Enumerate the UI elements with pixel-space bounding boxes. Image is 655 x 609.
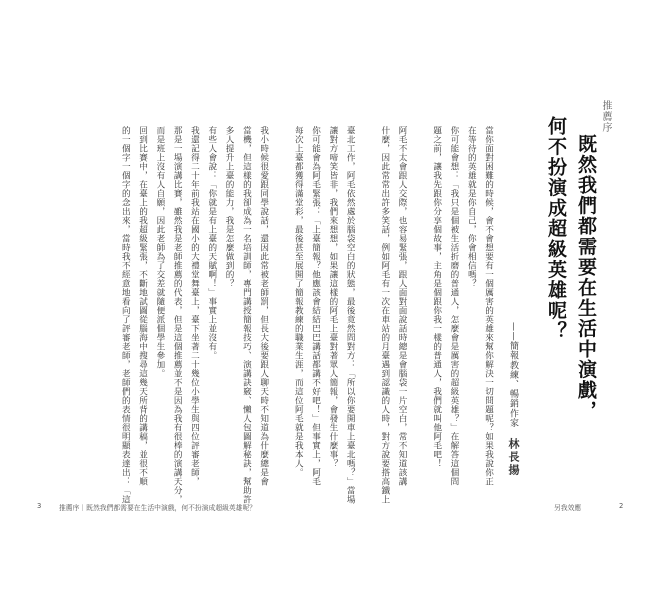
body-column: 回到比賽中，在臺上的我超級緊張，不斷地試圖從腦海中搜尋這幾天所背的講稿，並很不順 — [137, 126, 148, 486]
body-column: 臺北工作，阿毛依然處於腦袋空白的狀態，最後竟然問對方：「所以你要開車上臺北嗎？」當場 — [345, 126, 356, 504]
body-column: 題之前，讓我先跟你分享個故事，主角是個跟你我一樣的普通人，我們就叫他阿毛吧！ — [431, 126, 442, 468]
body-column: 多人提升上臺的能力，我是怎麼做到的？ — [224, 126, 235, 288]
body-column: 的一個字一個字的念出來，當時我不經意地看向了評審老師，老師們的表情很明顯表達出：「這 — [120, 126, 131, 504]
body-column: 那是一場演講比賽，雖然我是老師推薦的代表，但是這個推薦並不是因為我有很棒的演講天分， — [172, 126, 183, 504]
preface-label: 推薦序 — [600, 100, 611, 133]
left-running-head: 推薦序｜既然我們都需要在生活中演戲，何不扮演成超級英雄呢？ — [59, 504, 257, 512]
body-column: 阿毛不太會跟人交際，也容易緊張，跟人面對面說話時總是會腦袋一片空白，常不知道該講 — [397, 126, 408, 486]
body-column: 在等待的英雄就是你自己，你會相信嗎？ — [466, 126, 477, 288]
body-column: 每次上臺都獲得滿堂彩，最後甚至展開了簡報教練的職業生涯，而這位阿毛就是我本人。 — [293, 126, 304, 477]
body-column: 讓對方啼笑皆非，我們來想想，如果讓這樣的阿毛上臺對著眾人簡報，會發生什麼事？ — [327, 126, 338, 468]
body-column: 而是班上沒有人自願，因此老師為了交差就隨便派個學生參加。 — [154, 126, 165, 378]
body-column: 當機，但這樣的我卻成為一名培訓師，專門講授簡報技巧、演講訣竅、懶人包圖解秘訣，幫助許 — [241, 126, 252, 504]
body-column: 你可能會想：「我只是個被生活折磨的普通人，怎麼會是厲害的超級英雄？」在解答這個問 — [448, 126, 459, 486]
right-running-head: 另我效應 — [554, 504, 582, 512]
preface-author — [508, 322, 519, 477]
author-name: 林長揚 — [507, 437, 520, 477]
preface-title-line-1: 既然我們都需要在生活中演戲， — [575, 134, 597, 421]
left-page-number: 3 — [37, 502, 42, 510]
right-page-number: 2 — [619, 502, 624, 510]
body-column: 當你面對困難的時候，會不會想要有一個厲害的英雄來幫你解決一切問題呢？如果我說你正 — [483, 126, 494, 486]
body-column: 有些人會說：「你就是有上臺的天賦啊！」事實上並沒有。 — [206, 126, 217, 360]
author-role: 簡報教練、暢銷作家 — [508, 341, 518, 428]
author-dash: —— — [508, 322, 518, 342]
body-column: 我還記得二十年前我站在國小的大禮堂舞臺上，臺下坐著二十幾位小學生與四位評審老師， — [189, 126, 200, 486]
preface-title-line-2: 何不扮演成超級英雄呢？ — [545, 116, 567, 342]
body-column: 什麼，因此常常出許多笑話，例如阿毛有一次在車站的月臺遇到認識的人時，對方說要搭高鐵上 — [379, 126, 390, 504]
body-column: 你可能會為阿毛緊張：「上臺簡報？他應該會結結巴巴講話都講不好吧！」但事實上，阿毛 — [310, 126, 321, 486]
body-column: 我小時候很愛跟同學說話，還因此常被老師罰，但長大後要跟人聊天時不知道為什麼總是會 — [258, 126, 269, 486]
